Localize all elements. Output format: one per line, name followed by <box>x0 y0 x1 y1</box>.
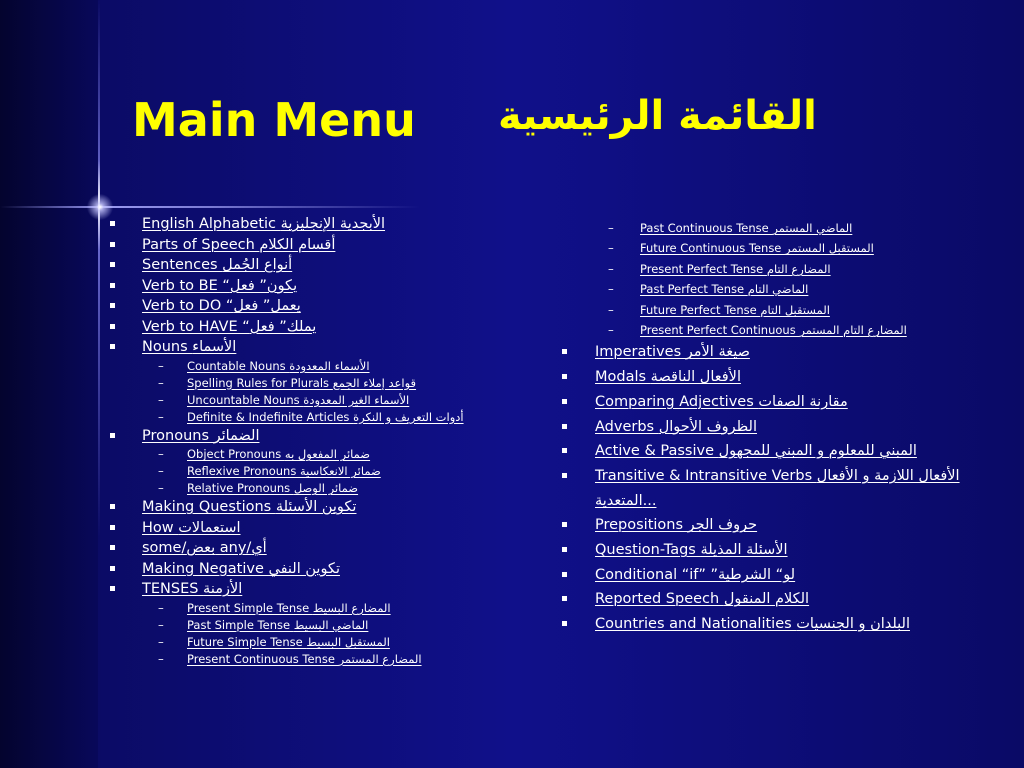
menu-link[interactable]: Uncountable Nouns الأسماء الغير المعدودة <box>187 392 410 407</box>
menu-link[interactable]: Future Simple Tense المستقبل البسيط <box>187 634 390 649</box>
menu-link[interactable]: Comparing Adjectives مقارنة الصفات <box>595 393 848 410</box>
dash-icon: – <box>158 447 164 461</box>
menu-item-nouns <box>108 337 528 358</box>
submenu-item-present-perfect-tense <box>560 259 1000 279</box>
bullet-icon <box>110 242 115 247</box>
dash-icon: – <box>158 481 164 495</box>
menu-link[interactable]: Verb to DO “يعمل” فعل <box>142 298 301 314</box>
menu-item-verb-to-do <box>108 296 528 317</box>
bullet-icon <box>562 374 567 379</box>
menu-link[interactable]: Present Continuous Tense المضارع المستمر <box>187 651 422 666</box>
bullet-icon <box>110 566 115 571</box>
menu-item-countries-and-nationalities <box>560 612 1000 637</box>
submenu-item-future-simple-tense <box>108 634 528 651</box>
bullet-icon <box>110 303 115 308</box>
menu-link[interactable]: Future Continuous Tense المستقبل المستمر <box>640 241 874 256</box>
menu-link[interactable]: Prepositions حروف الجر <box>595 517 758 534</box>
bullet-icon <box>562 547 567 552</box>
menu-link[interactable]: English Alphabetic الأبجدية الإنجليزية <box>142 216 386 232</box>
bullet-icon <box>562 572 567 577</box>
dash-icon: – <box>158 375 164 390</box>
menu-item-sentences <box>108 255 528 276</box>
menu-item-modals <box>560 365 1000 390</box>
menu-link[interactable]: Parts of Speech أقسام الكلام <box>142 236 336 253</box>
menu-link[interactable]: TENSES الأزمنة <box>142 581 243 597</box>
menu-item-how <box>108 518 528 539</box>
menu-link[interactable]: Countries and Nationalities البلدان و الجنسيات <box>595 616 910 633</box>
menu-link[interactable]: Modals الأفعال الناقصة <box>595 369 741 386</box>
menu-item-tenses <box>108 579 528 600</box>
menu-item-adverbs <box>560 415 1000 440</box>
bullet-icon <box>110 344 115 349</box>
page-title-arabic: القائمة الرئيسية <box>498 93 817 139</box>
menu-link[interactable]: Active & Passive المبني للمعلوم و المبني للمجهول <box>595 443 917 460</box>
menu-list-left <box>108 214 528 668</box>
dash-icon: – <box>608 261 614 276</box>
bullet-icon <box>110 545 115 550</box>
bullet-icon <box>110 433 115 438</box>
dash-icon: – <box>158 651 164 666</box>
menu-link[interactable]: Reflexive Pronouns ضمائر الانعكاسية <box>187 464 381 478</box>
dash-icon: – <box>158 464 164 478</box>
menu-link[interactable]: Past Continuous Tense الماضي المستمر <box>640 221 853 235</box>
menu-link[interactable]: Transitive & Intransitive Verbs الأفعال اللازمة و الأفعال المتعدية... <box>595 467 960 509</box>
menu-link[interactable]: Present Perfect Continuous المضارع التام المستمر <box>640 323 907 338</box>
dash-icon: – <box>608 302 614 317</box>
submenu-item-future-perfect-tense <box>560 300 1000 320</box>
bullet-icon <box>562 448 567 453</box>
submenu-item-future-continuous-tense <box>560 238 1000 258</box>
submenu-item-relative-pronouns <box>108 480 528 497</box>
submenu-item-definite-indefinite-articles <box>108 409 528 426</box>
submenu-item-past-continuous-tense <box>560 218 1000 238</box>
menu-item-making-negative <box>108 559 528 580</box>
bullet-icon <box>110 262 115 267</box>
menu-link[interactable]: Adverbs الظروف الأحوال <box>595 418 758 435</box>
menu-link[interactable]: Past Perfect Tense الماضي التام <box>640 282 809 297</box>
bullet-icon <box>562 621 567 626</box>
menu-link[interactable]: Sentences أنواع الجُمل <box>142 257 293 273</box>
submenu-item-present-continuous-tense <box>108 651 528 668</box>
menu-link[interactable]: Object Pronouns ضمائر المفعول به <box>187 447 371 461</box>
submenu-item-present-simple-tense <box>108 600 528 617</box>
dash-icon: – <box>158 617 164 632</box>
menu-item-question-tags <box>560 538 1000 563</box>
menu-link[interactable]: Making Negative تكوين النفي <box>142 560 340 577</box>
bullet-icon <box>110 525 115 530</box>
menu-item-conditional-if <box>560 563 1000 588</box>
submenu-item-past-perfect-tense <box>560 279 1000 299</box>
menu-link[interactable]: Present Simple Tense المضارع البسيط <box>187 600 391 615</box>
submenu-item-countable-nouns <box>108 358 528 375</box>
dash-icon: – <box>608 282 614 297</box>
menu-link[interactable]: Spelling Rules for Plurals قواعد إملاء الجمع <box>187 375 417 390</box>
dash-icon: – <box>158 634 164 649</box>
dash-icon: – <box>158 409 164 424</box>
bullet-icon <box>562 424 567 429</box>
menu-link[interactable]: Verb to BE “يكون” فعل <box>142 277 298 294</box>
menu-link[interactable]: Countable Nouns الأسماء المعدودة <box>187 358 370 373</box>
menu-link[interactable]: Conditional “if” ”لو“ الشرطية <box>595 566 796 583</box>
menu-link[interactable]: Pronouns الضمائر <box>142 427 260 444</box>
menu-item-pronouns <box>108 426 528 447</box>
bullet-icon <box>110 586 115 591</box>
bullet-icon <box>562 399 567 404</box>
menu-link[interactable]: Reported Speech الكلام المنقول <box>595 591 810 608</box>
menu-item-imperatives <box>560 340 1000 365</box>
vertical-accent-line <box>98 0 100 768</box>
menu-item-reported-speech <box>560 587 1000 612</box>
bullet-icon <box>110 283 115 288</box>
dash-icon: – <box>158 392 164 407</box>
bullet-icon <box>562 522 567 527</box>
horizontal-accent-line <box>0 206 420 208</box>
menu-link[interactable]: Making Questions تكوين الأسئلة <box>142 499 357 515</box>
menu-item-transitive-intransitive-verbs <box>560 464 1000 513</box>
page-title-english: Main Menu <box>132 93 416 147</box>
submenu-item-present-perfect-continuous <box>560 320 1000 340</box>
menu-link[interactable]: some/بعض any/أي <box>142 540 267 556</box>
menu-link[interactable]: Present Perfect Tense المضارع التام <box>640 261 831 276</box>
menu-link[interactable]: Past Simple Tense الماضي البسيط <box>187 617 369 632</box>
menu-item-prepositions <box>560 513 1000 538</box>
menu-link[interactable]: Definite & Indefinite Articles أدوات التعريف و النكرة <box>187 409 464 424</box>
menu-link[interactable]: Future Perfect Tense المستقبل التام <box>640 302 830 317</box>
bullet-icon <box>562 596 567 601</box>
menu-item-verb-to-have <box>108 317 528 338</box>
submenu-item-object-pronouns <box>108 446 528 463</box>
menu-item-english-alphabetic <box>108 214 528 235</box>
menu-item-comparing-adjectives <box>560 390 1000 415</box>
menu-link[interactable]: Nouns الأسماء <box>142 339 237 355</box>
dash-icon: – <box>608 323 614 338</box>
bullet-icon <box>110 221 115 226</box>
menu-item-verb-to-be <box>108 276 528 297</box>
dash-icon: – <box>608 241 614 256</box>
dash-icon: – <box>608 221 614 235</box>
menu-link[interactable]: Relative Pronouns ضمائر الوصل <box>187 481 359 495</box>
submenu-item-past-simple-tense <box>108 617 528 634</box>
menu-list-right <box>560 218 1000 637</box>
menu-link[interactable]: Verb to HAVE “يملك” فعل <box>142 318 317 335</box>
bullet-icon <box>562 349 567 354</box>
menu-item-making-questions <box>108 497 528 518</box>
bullet-icon <box>562 473 567 478</box>
submenu-item-uncountable-nouns <box>108 392 528 409</box>
bullet-icon <box>110 504 115 509</box>
dash-icon: – <box>158 600 164 615</box>
dash-icon: – <box>158 358 164 373</box>
menu-item-parts-of-speech <box>108 235 528 256</box>
bullet-icon <box>110 324 115 329</box>
menu-link[interactable]: Question-Tags الأسئلة المذيلة <box>595 542 788 559</box>
submenu-item-reflexive-pronouns <box>108 463 528 480</box>
menu-link[interactable]: Imperatives صيغة الأمر <box>595 344 750 361</box>
menu-link[interactable]: How استعمالات <box>142 519 241 536</box>
menu-item-some <box>108 538 528 559</box>
left-decorative-band <box>0 0 98 768</box>
menu-item-active-passive <box>560 439 1000 464</box>
submenu-item-spelling-rules-for-plurals <box>108 375 528 392</box>
